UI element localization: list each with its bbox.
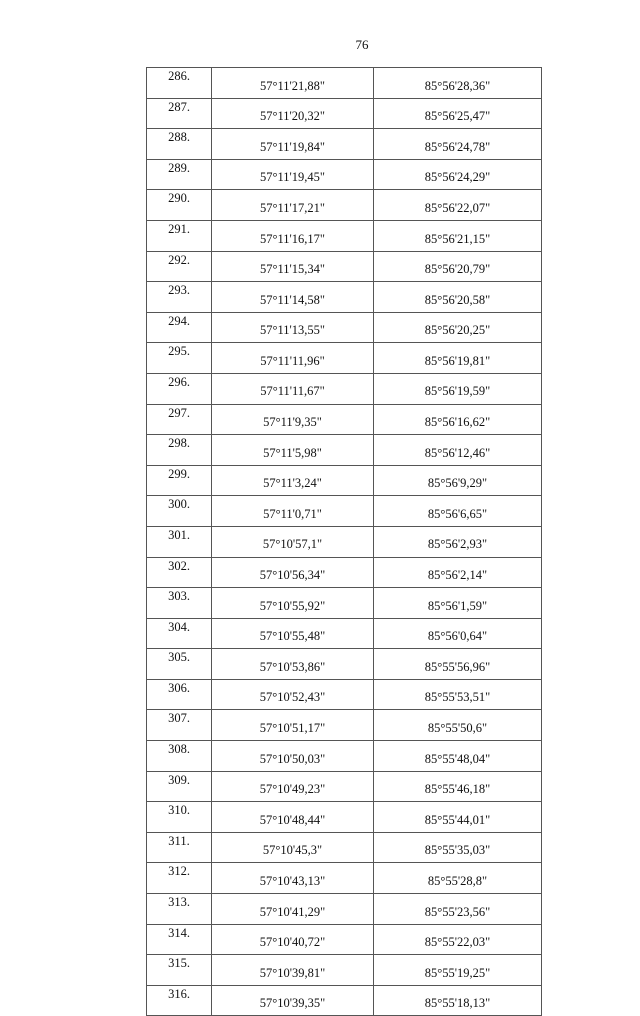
page-number: 76 xyxy=(355,37,369,52)
point-number-cell: 315. xyxy=(147,955,212,986)
table-row xyxy=(147,220,542,251)
longitude-cell: 85°55'35,03" xyxy=(374,832,542,863)
point-number-cell: 310. xyxy=(147,802,212,833)
longitude-cell: 85°56'28,36" xyxy=(374,68,542,99)
latitude-cell: 57°11'19,45" xyxy=(212,159,374,190)
latitude-cell: 57°11'14,58" xyxy=(212,282,374,313)
longitude-cell: 85°56'1,59" xyxy=(374,588,542,619)
longitude-cell: 85°56'25,47" xyxy=(374,98,542,129)
coordinates-table-body xyxy=(147,68,542,1016)
latitude-cell: 57°11'9,35" xyxy=(212,404,374,435)
longitude-cell: 85°55'19,25" xyxy=(374,955,542,986)
table-row xyxy=(147,343,542,374)
longitude-cell: 85°56'16,62" xyxy=(374,404,542,435)
latitude-cell: 57°11'16,17" xyxy=(212,220,374,251)
longitude-cell: 85°55'44,01" xyxy=(374,802,542,833)
point-number-cell: 301. xyxy=(147,526,212,557)
point-number-cell: 287. xyxy=(147,98,212,129)
latitude-cell: 57°10'51,17" xyxy=(212,710,374,741)
longitude-cell: 85°55'18,13" xyxy=(374,985,542,1016)
longitude-cell: 85°55'50,6" xyxy=(374,710,542,741)
table-row xyxy=(147,373,542,404)
point-number-cell: 292. xyxy=(147,251,212,282)
table-row xyxy=(147,159,542,190)
latitude-cell: 57°10'55,92" xyxy=(212,588,374,619)
longitude-cell: 85°56'2,93" xyxy=(374,526,542,557)
latitude-cell: 57°10'52,43" xyxy=(212,679,374,710)
table-row xyxy=(147,190,542,221)
longitude-cell: 85°55'56,96" xyxy=(374,649,542,680)
longitude-cell: 85°56'24,78" xyxy=(374,129,542,160)
point-number-cell: 306. xyxy=(147,679,212,710)
point-number-cell: 311. xyxy=(147,832,212,863)
latitude-cell: 57°11'13,55" xyxy=(212,312,374,343)
latitude-cell: 57°11'17,21" xyxy=(212,190,374,221)
table-row xyxy=(147,771,542,802)
longitude-cell: 85°56'9,29" xyxy=(374,465,542,496)
latitude-cell: 57°10'40,72" xyxy=(212,924,374,955)
longitude-cell: 85°56'6,65" xyxy=(374,496,542,527)
point-number-cell: 293. xyxy=(147,282,212,313)
longitude-cell: 85°56'0,64" xyxy=(374,618,542,649)
point-number-cell: 286. xyxy=(147,68,212,99)
table-row xyxy=(147,588,542,619)
point-number-cell: 299. xyxy=(147,465,212,496)
coordinates-table xyxy=(146,67,542,1016)
longitude-cell: 85°55'28,8" xyxy=(374,863,542,894)
latitude-cell: 57°10'39,81" xyxy=(212,955,374,986)
table-row xyxy=(147,435,542,466)
table-row xyxy=(147,557,542,588)
point-number-cell: 308. xyxy=(147,741,212,772)
point-number-cell: 288. xyxy=(147,129,212,160)
table-row xyxy=(147,710,542,741)
point-number-cell: 294. xyxy=(147,312,212,343)
latitude-cell: 57°10'56,34" xyxy=(212,557,374,588)
table-row xyxy=(147,496,542,527)
latitude-cell: 57°10'43,13" xyxy=(212,863,374,894)
point-number-cell: 307. xyxy=(147,710,212,741)
point-number-cell: 290. xyxy=(147,190,212,221)
longitude-cell: 85°56'19,81" xyxy=(374,343,542,374)
longitude-cell: 85°56'24,29" xyxy=(374,159,542,190)
longitude-cell: 85°56'19,59" xyxy=(374,373,542,404)
longitude-cell: 85°56'20,79" xyxy=(374,251,542,282)
latitude-cell: 57°11'19,84" xyxy=(212,129,374,160)
point-number-cell: 295. xyxy=(147,343,212,374)
table-row xyxy=(147,985,542,1016)
point-number-cell: 314. xyxy=(147,924,212,955)
point-number-cell: 312. xyxy=(147,863,212,894)
latitude-cell: 57°10'45,3" xyxy=(212,832,374,863)
point-number-cell: 313. xyxy=(147,894,212,925)
table-row xyxy=(147,924,542,955)
point-number-cell: 305. xyxy=(147,649,212,680)
longitude-cell: 85°55'23,56" xyxy=(374,894,542,925)
table-row xyxy=(147,251,542,282)
longitude-cell: 85°56'21,15" xyxy=(374,220,542,251)
longitude-cell: 85°55'22,03" xyxy=(374,924,542,955)
latitude-cell: 57°11'11,96" xyxy=(212,343,374,374)
table-row xyxy=(147,679,542,710)
point-number-cell: 309. xyxy=(147,771,212,802)
point-number-cell: 303. xyxy=(147,588,212,619)
table-row xyxy=(147,129,542,160)
longitude-cell: 85°56'12,46" xyxy=(374,435,542,466)
latitude-cell: 57°11'21,88" xyxy=(212,68,374,99)
point-number-cell: 298. xyxy=(147,435,212,466)
table-row xyxy=(147,802,542,833)
latitude-cell: 57°10'57,1" xyxy=(212,526,374,557)
latitude-cell: 57°10'50,03" xyxy=(212,741,374,772)
latitude-cell: 57°10'55,48" xyxy=(212,618,374,649)
longitude-cell: 85°55'48,04" xyxy=(374,741,542,772)
longitude-cell: 85°55'46,18" xyxy=(374,771,542,802)
point-number-cell: 291. xyxy=(147,220,212,251)
latitude-cell: 57°11'0,71" xyxy=(212,496,374,527)
point-number-cell: 289. xyxy=(147,159,212,190)
point-number-cell: 316. xyxy=(147,985,212,1016)
longitude-cell: 85°56'2,14" xyxy=(374,557,542,588)
latitude-cell: 57°11'15,34" xyxy=(212,251,374,282)
longitude-cell: 85°56'20,58" xyxy=(374,282,542,313)
table-row xyxy=(147,955,542,986)
longitude-cell: 85°56'20,25" xyxy=(374,312,542,343)
table-row xyxy=(147,282,542,313)
latitude-cell: 57°11'3,24" xyxy=(212,465,374,496)
table-row xyxy=(147,312,542,343)
latitude-cell: 57°11'20,32" xyxy=(212,98,374,129)
table-row xyxy=(147,863,542,894)
table-row xyxy=(147,98,542,129)
latitude-cell: 57°10'49,23" xyxy=(212,771,374,802)
latitude-cell: 57°11'11,67" xyxy=(212,373,374,404)
point-number-cell: 300. xyxy=(147,496,212,527)
latitude-cell: 57°11'5,98" xyxy=(212,435,374,466)
table-row xyxy=(147,894,542,925)
point-number-cell: 304. xyxy=(147,618,212,649)
point-number-cell: 296. xyxy=(147,373,212,404)
table-row xyxy=(147,649,542,680)
table-row xyxy=(147,68,542,99)
longitude-cell: 85°55'53,51" xyxy=(374,679,542,710)
table-row xyxy=(147,741,542,772)
point-number-cell: 302. xyxy=(147,557,212,588)
point-number-cell: 297. xyxy=(147,404,212,435)
latitude-cell: 57°10'41,29" xyxy=(212,894,374,925)
table-row xyxy=(147,832,542,863)
latitude-cell: 57°10'53,86" xyxy=(212,649,374,680)
latitude-cell: 57°10'39,35" xyxy=(212,985,374,1016)
table-row xyxy=(147,404,542,435)
table-row xyxy=(147,526,542,557)
table-row xyxy=(147,465,542,496)
latitude-cell: 57°10'48,44" xyxy=(212,802,374,833)
longitude-cell: 85°56'22,07" xyxy=(374,190,542,221)
table-row xyxy=(147,618,542,649)
